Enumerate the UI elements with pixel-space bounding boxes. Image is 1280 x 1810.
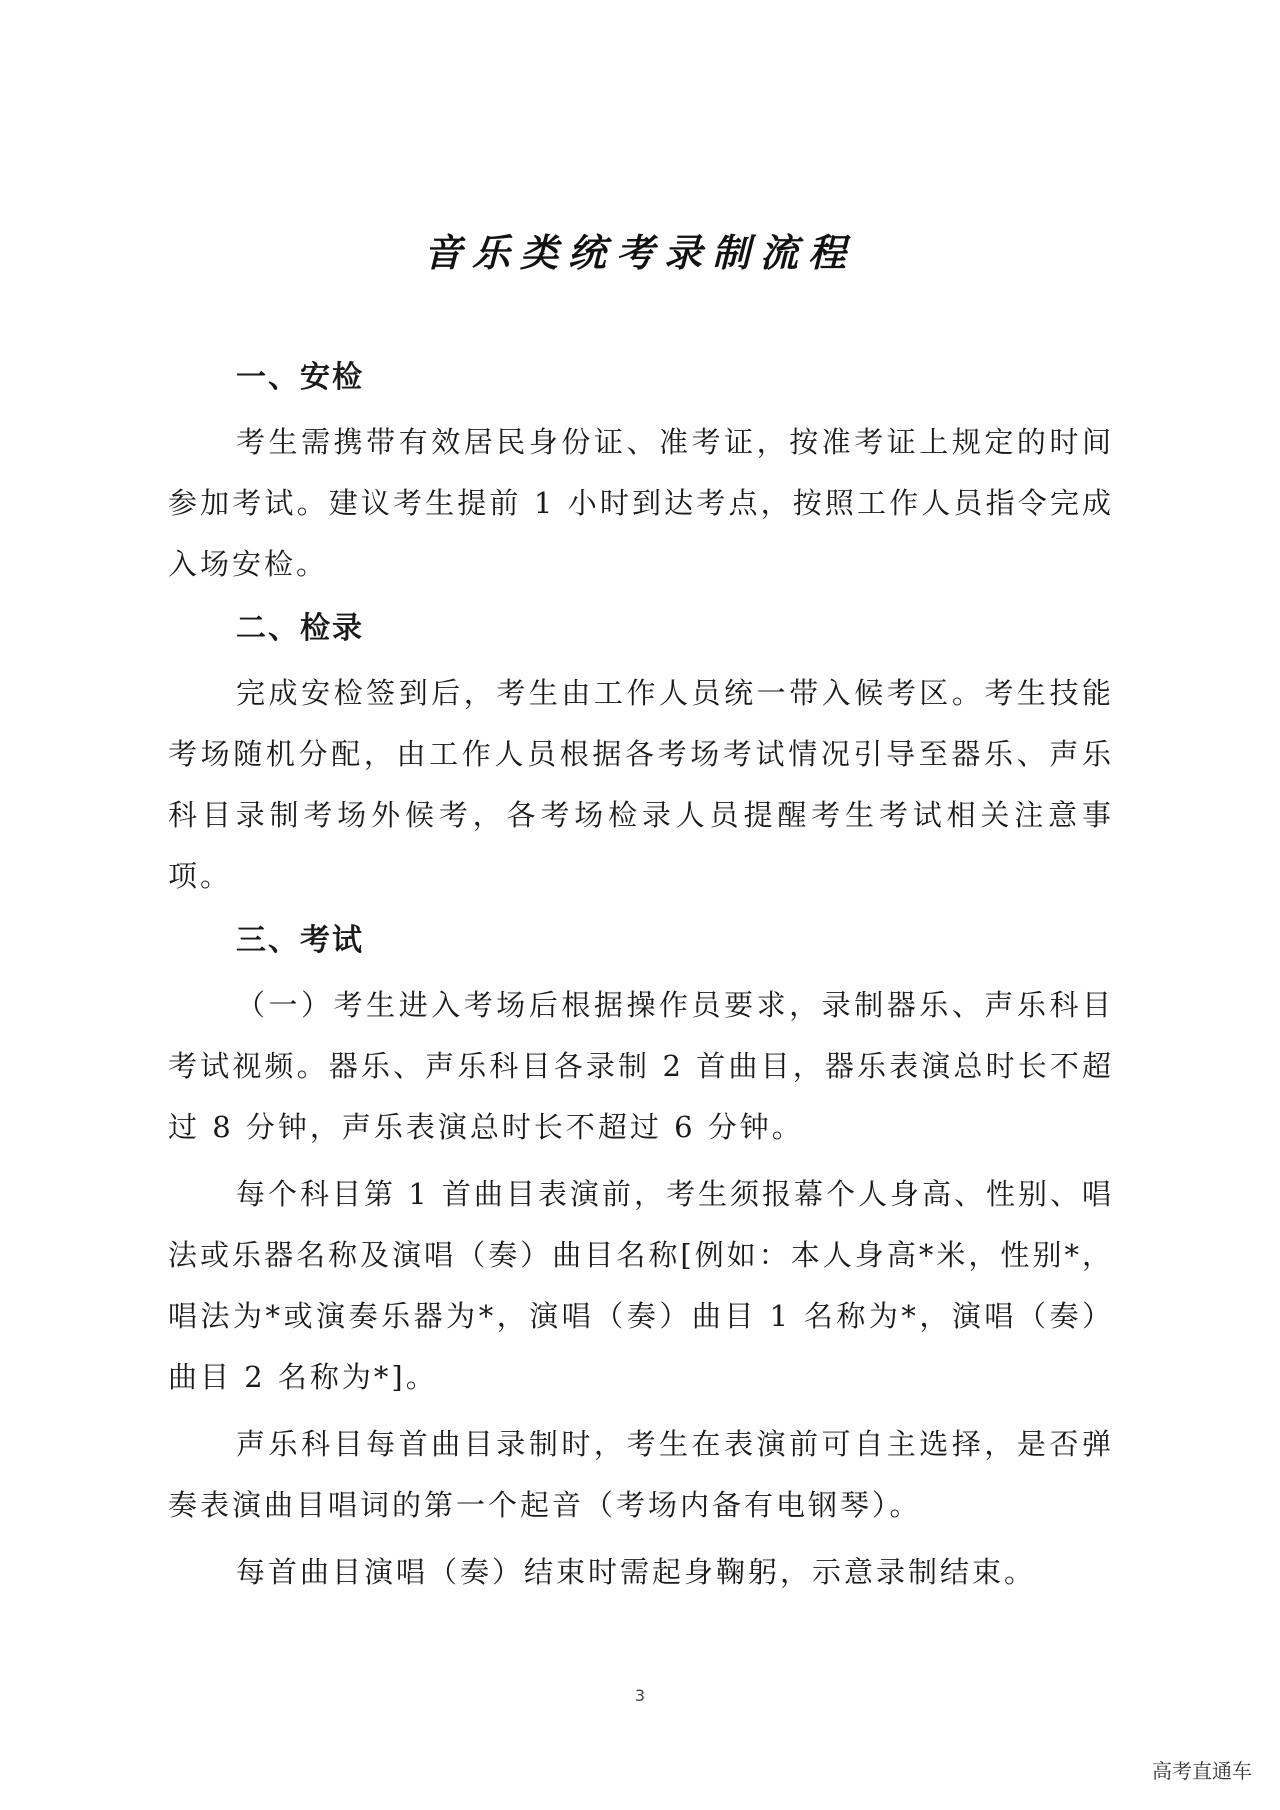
section-paragraph: （一）考生进入考场后根据操作员要求，录制器乐、声乐科目考试视频。器乐、声乐科目各录制 2 首曲目，器乐表演总时长不超过 8 分钟，声乐表演总时长不超过 6 分钟。 — [168, 988, 1114, 1144]
section-heading: 二、检录 — [236, 611, 364, 646]
section-heading: 一、安检 — [236, 360, 364, 395]
section-security-check — [168, 352, 1114, 595]
watermark: 高考直通车 — [1152, 1759, 1252, 1783]
document-body — [168, 352, 1114, 1609]
section-paragraph: 完成安检签到后，考生由工作人员统一带入候考区。考生技能考场随机分配，由工作人员根据各考场考试情况引导至器乐、声乐科目录制考场外候考，各考场检录人员提醒考生考试相关注意事项。 — [168, 676, 1114, 893]
section-paragraph: 声乐科目每首曲目录制时，考生在表演前可自主选择，是否弹奏表演曲目唱词的第一个起音（考场内备有电钢琴）。 — [168, 1427, 1114, 1522]
section-check-in — [168, 603, 1114, 907]
section-paragraph: 每首曲目演唱（奏）结束时需起身鞠躬，示意录制结束。 — [236, 1555, 1037, 1589]
page-number: 3 — [634, 1686, 646, 1705]
document-title: 音乐类统考录制流程 — [423, 230, 856, 275]
section-paragraph: 考生需携带有效居民身份证、准考证，按准考证上规定的时间参加考试。建议考生提前 1 小时到达考点，按照工作人员指令完成入场安检。 — [168, 425, 1114, 581]
section-exam — [168, 915, 1114, 1603]
section-paragraph: 每个科目第 1 首曲目表演前，考生须报幕个人身高、性别、唱法或乐器名称及演唱（奏）曲目名称[例如：本人身高*米，性别*，唱法为*或演奏乐器为*，演唱（奏）曲目 1 名称为*，演唱（奏）曲目 2 名称为*]。 — [168, 1177, 1114, 1394]
section-heading: 三、考试 — [236, 923, 364, 958]
